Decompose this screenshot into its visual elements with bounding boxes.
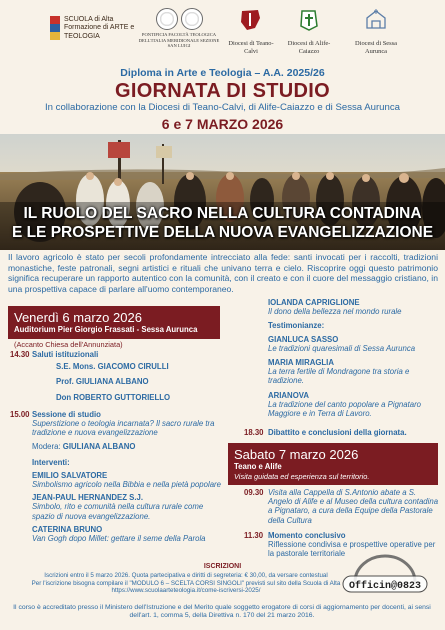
speaker-bruno-topic: Van Gogh dopo Millet: gettare il seme della Parola (32, 534, 206, 544)
day2-column (228, 443, 438, 485)
school-logo-icon (50, 16, 60, 40)
diocese-alife-logo (284, 8, 334, 56)
school-logo-text: SCUOLA di Alta Formazione di ARTE e TEOLOGIA (64, 16, 135, 40)
moderator-name: GIULIANA ALBANO (62, 442, 136, 452)
banner-title (0, 204, 445, 242)
day2-header (228, 443, 438, 485)
logo-header (0, 8, 445, 58)
item-time: 14.30 (10, 350, 30, 359)
faculty-logo (138, 8, 220, 49)
witness-arianova-topic: La tradizione del canto popolare a Pignataro Maggiore e in Terra di Lavoro. (268, 399, 422, 419)
day2-date: Sabato 7 marzo 2026 (234, 447, 359, 462)
day1-closing (244, 428, 440, 437)
witness-sasso: GIANLUCA SASSO (268, 334, 339, 344)
diocese-alife-icon (296, 8, 322, 32)
day1-program-continued (268, 298, 438, 418)
registration-info (6, 572, 366, 595)
speaker-salvatore: EMILIO SALVATORE (32, 470, 108, 480)
day2-venue-note: Visita guidata ed esperienza sul territorio. (234, 471, 370, 481)
day2-item-visit (244, 488, 440, 525)
diocese-alife-label: Diocesi di Alife-Caiazzo (287, 40, 331, 55)
faculty-logo-text: PONTIFICIA FACOLTÀ TEOLOGICA DELL'ITALIA MERIDIONALE SEZIONE SAN LUIGI (138, 32, 220, 49)
speaker-capriglione: IOLANDA CAPRIGLIONE (268, 298, 360, 307)
item-title: Saluti istituzionali (32, 350, 99, 359)
event-dates: 6 e 7 MARZO 2026 (161, 116, 284, 132)
diocese-sessa-logo (348, 8, 404, 56)
faculty-seal-icon (156, 8, 178, 30)
banner-title-line-2: E LE PROSPETTIVE DELLA NUOVA EVANGELIZZAZIONE (11, 224, 434, 241)
diocese-teano-label: Diocesi di Teano-Calvi (228, 40, 274, 55)
speaker-bruno: CATERINA BRUNO (32, 524, 103, 534)
item-title: Dibattito e conclusioni della giornata. (268, 428, 407, 437)
diocese-teano-logo (226, 8, 276, 56)
watermark-text: Officin@0823 (348, 581, 422, 592)
day2-program (244, 488, 440, 558)
speaker-capriglione-topic: Il dono della bellezza nel mondo rurale (268, 307, 402, 317)
speaker-hernandez-topic: Simbolo, rito e comunità nella cultura rurale come spazio di nuova evangelizzazione. (32, 502, 204, 521)
day1-date: Venerdì 6 marzo 2026 (14, 310, 142, 325)
session-description: Superstizione o teologia incarnata? Il sacro rurale tra tradizione e nuova evangelizzazione (32, 419, 215, 438)
speaker-salvatore-topic: Simbolismo agricolo nella Bibbia e nella pietà popolare (32, 480, 221, 490)
officina-watermark-logo (335, 552, 435, 604)
witness-sasso-topic: Le tradizioni quaresimali di Sessa Aurunca (268, 343, 416, 353)
registration-line-1: Iscrizioni entro il 5 marzo 2026. Quota partecipativa e diritti di segreteria: € 30,00, da versare contestual (44, 572, 328, 579)
witness-arianova: ARIANOVA (268, 390, 310, 400)
guest-guttoriello: Don ROBERTO GUTTORIELLO (56, 392, 171, 402)
registration-line-2: Per l'iscrizione bisogna compilare il "MODULO 6 – SCELTA CORSI SINGOLI" previsti sul sito della Scuola di Alta (31, 579, 341, 587)
moderator (10, 442, 222, 451)
item-time: 09.30 (244, 488, 264, 497)
day2-venue: Teano e Alife (234, 462, 282, 471)
moderator-label: Modera: (32, 442, 63, 452)
intro-paragraph: Il lavoro agricolo è stato per secoli profondamente intrecciato alla fede: santi invocati per i raccolti, tradizioni monastiche, feste patronali, segni artistici e rituali che univano terra e cielo. Riscoprire oggi questo patrimonio significa recuperare un rapporto autentico con la comunità, con il creato e con il cuore del messaggio cristiano, in una prospettiva capace di parlare all'uomo contemporaneo. (8, 252, 438, 294)
testimonies-label: Testimonianze: (268, 321, 325, 331)
diocese-sessa-label: Diocesi di Sessa Aurunca (355, 40, 397, 55)
day1-column (8, 306, 220, 349)
day1-header (8, 306, 220, 339)
page-title: GIORNATA DI STUDIO (114, 80, 331, 102)
day1-program (10, 350, 222, 543)
day1-venue-note: (Accanto Chiesa dell'Annunziata) (14, 339, 123, 349)
registration-title: ISCRIZIONI (203, 563, 242, 570)
diocese-teano-icon (238, 8, 264, 32)
interventions-label: Interventi: (32, 457, 70, 467)
item-title: Momento conclusivo (268, 530, 346, 540)
registration-link[interactable]: https://www.scuolaarteteologia.it/come-iscriversi-2025/ (111, 587, 261, 595)
item-time: 15.00 (10, 409, 30, 419)
speaker-hernandez: JEAN-PAUL HERNANDEZ S.J. (32, 493, 144, 503)
item-time: 18.30 (244, 428, 264, 437)
witness-miraglia: MARIA MIRAGLIA (268, 358, 334, 368)
witness-miraglia-topic: La terra fertile di Mondragone tra storia e tradizione. (268, 367, 410, 386)
day1-venue: Auditorium Pier Giorgio Frassati - Sessa Aurunca (14, 325, 198, 334)
item-description: Riflessione condivisa e prospettive operative per la pastorale territoriale (268, 540, 436, 559)
painting-banner (0, 134, 445, 250)
item-title: Sessione di studio (32, 409, 101, 419)
diploma-subtitle: Diploma in Arte e Teologia – A.A. 2025/26 (120, 67, 325, 79)
item-time: 11.30 (244, 530, 264, 540)
collaboration-line: In collaborazione con la Diocesi di Teano-Calvi, di Alife-Caiazzo e di Sessa Aurunca (45, 102, 400, 113)
guest-cirulli: S.E. Mons. GIACOMO CIRULLI (56, 362, 169, 372)
banner-title-line-1: IL RUOLO DEL SACRO NELLA CULTURA CONTADINA (23, 205, 422, 222)
guest-albano: Prof. GIULIANA ALBANO (56, 377, 149, 387)
accreditation-note: Il corso è accreditato presso il Ministero dell'Istruzione e del Merito quale soggetto erogatore di corsi di aggiornamento per docenti, ai sensi dell'art. 1, comma 5, della Direttiva n. 170 del 21 marzo 2016. (13, 604, 431, 620)
diocese-sessa-icon (363, 8, 389, 32)
item-text: Visita alla Cappella di S.Antonio abate a S. Angelo di Alife e al Museo della cultura contadina a Pignataro, a cura della Equipe della Pastorale della Cultura (268, 488, 439, 525)
day1-item-greetings (10, 350, 222, 359)
day1-item-session (10, 410, 222, 419)
section-seal-icon (181, 8, 203, 30)
